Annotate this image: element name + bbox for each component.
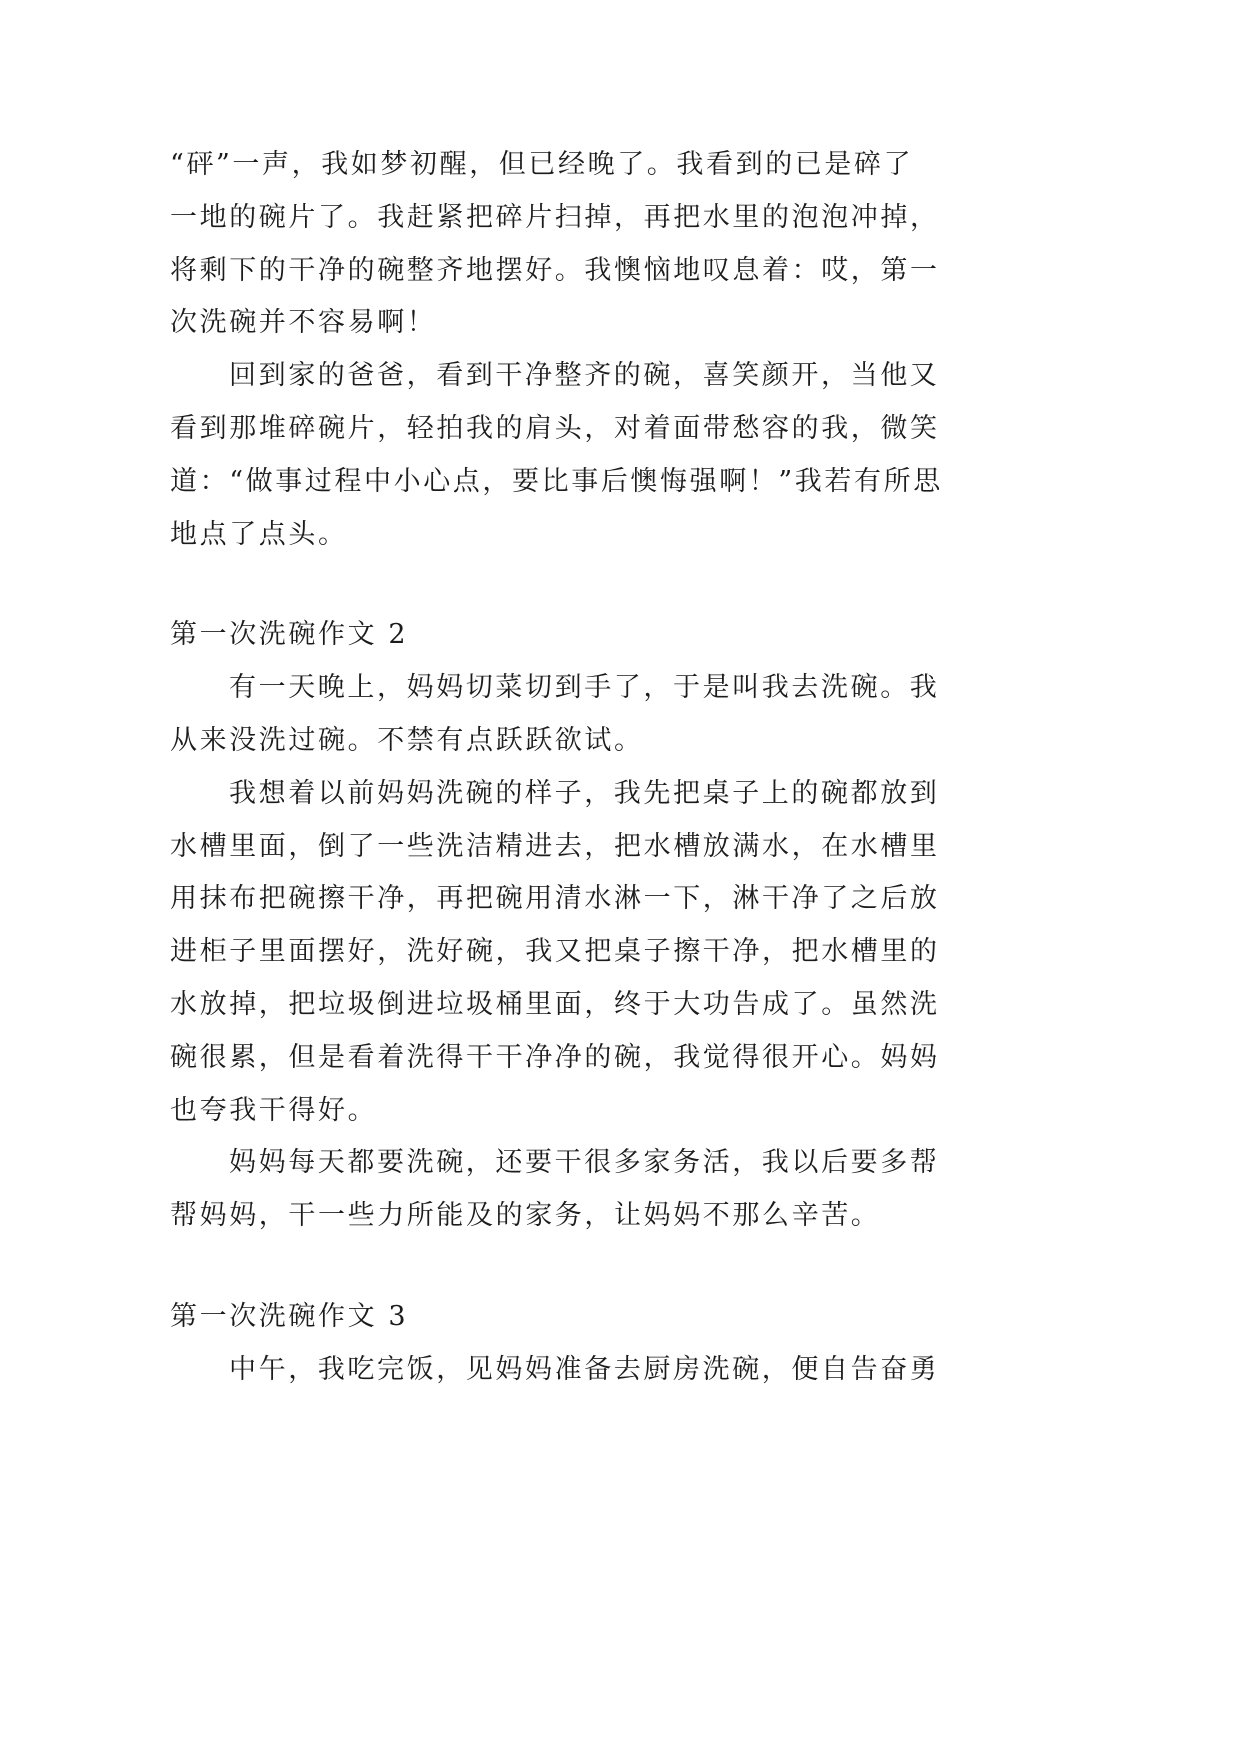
- paragraph-line: 从来没洗过碗。不禁有点跃跃欲试。: [170, 724, 644, 756]
- paragraph-line: 将剩下的干净的碗整齐地摆好。我懊恼地叹息着：哎，第一: [170, 254, 940, 286]
- section-heading: 第一次洗碗作文 3: [170, 1300, 409, 1332]
- paragraph-line: 地点了点头。: [170, 518, 348, 550]
- document-body: [170, 139, 1000, 1397]
- section-heading: 第一次洗碗作文 2: [170, 619, 409, 651]
- paragraph: [170, 1137, 1000, 1243]
- paragraph: [170, 1344, 1000, 1397]
- paragraph-line: 碗很累，但是看着洗得干干净净的碗，我觉得很开心。妈妈: [170, 1041, 940, 1073]
- paragraph-line: 水放掉，把垃圾倒进垃圾桶里面，终于大功告成了。虽然洗: [170, 988, 940, 1020]
- essay-section-2: [170, 609, 1000, 1243]
- paragraph: [170, 139, 1000, 350]
- paragraph-line: 回到家的爸爸，看到干净整齐的碗，喜笑颜开，当他又: [229, 360, 940, 392]
- paragraph-line: 看到那堆碎碗片，轻拍我的肩头，对着面带愁容的我，微笑: [170, 412, 940, 444]
- paragraph-line: “砰”一声，我如梦初醒，但已经晚了。我看到的已是碎了: [170, 149, 914, 180]
- paragraph: [170, 768, 1000, 1138]
- paragraph-line: 有一天晚上，妈妈切菜切到手了，于是叫我去洗碗。我: [229, 672, 940, 704]
- paragraph-line: 一地的碗片了。我赶紧把碎片扫掉，再把水里的泡泡冲掉，: [170, 201, 940, 233]
- paragraph: [170, 350, 1000, 561]
- paragraph-line: 水槽里面，倒了一些洗洁精进去，把水槽放满水，在水槽里: [170, 830, 940, 862]
- paragraph-line: 我想着以前妈妈洗碗的样子，我先把桌子上的碗都放到: [229, 777, 940, 809]
- paragraph: [170, 662, 1000, 768]
- paragraph-line: 中午，我吃完饭，见妈妈准备去厨房洗碗，便自告奋勇: [229, 1353, 940, 1385]
- paragraph-line: 帮妈妈，干一些力所能及的家务，让妈妈不那么辛苦。: [170, 1200, 881, 1232]
- paragraph-line: 进柜子里面摆好，洗好碗，我又把桌子擦干净，把水槽里的: [170, 936, 940, 968]
- paragraph-line: 道：“做事过程中小心点，要比事后懊悔强啊！”我若有所思: [170, 465, 943, 497]
- essay-section-3: [170, 1291, 1000, 1397]
- paragraph-line: 用抹布把碗擦干净，再把碗用清水淋一下，淋干净了之后放: [170, 883, 940, 915]
- paragraph-line: 次洗碗并不容易啊！: [170, 307, 437, 339]
- paragraph-line: 也夸我干得好。: [170, 1094, 378, 1126]
- paragraph-line: 妈妈每天都要洗碗，还要干很多家务活，我以后要多帮: [229, 1147, 940, 1179]
- essay-section-1: [170, 139, 1000, 561]
